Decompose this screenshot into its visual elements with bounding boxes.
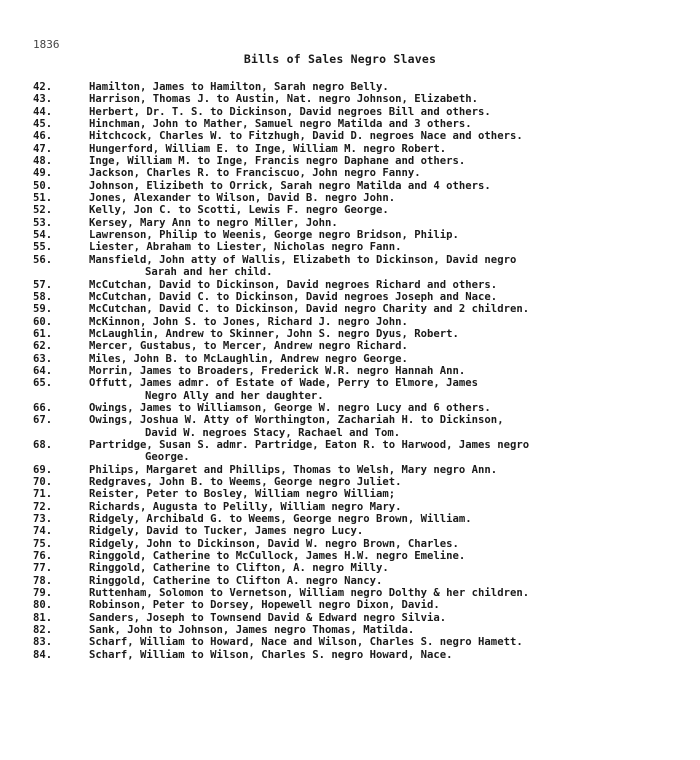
entry-number: 70. [33,476,53,488]
entry-line: McKinnon, John S. to Jones, Richard J. negro John. [89,315,408,328]
list-item [33,229,693,241]
entry-number: 77. [33,562,53,575]
entry-line: Lawrenson, Philip to Weenis, George negro Bridson, Philip. [89,229,459,242]
list-item [33,130,693,142]
list-item [33,328,693,340]
list-item [33,180,693,192]
entry-text [89,575,693,587]
entry-text [89,649,693,661]
entry-number: 79. [33,587,53,600]
entry-number: 81. [33,611,53,624]
entry-text [89,562,693,574]
entry-line: Ringgold, Catherine to Clifton A. negro Nancy. [89,574,383,587]
entry-text [89,155,693,167]
entry-line: Scharf, William to Howard, Nace and Wilson, Charles S. negro Hamett. [89,636,523,649]
entry-line: Hinchman, John to Mather, Samuel negro Matilda and 3 others. [89,118,472,131]
entry-line: Ringgold, Catherine to McCullock, James H.W. negro Emeline. [89,550,466,563]
entry-number: 60. [33,315,53,328]
list-item [33,538,693,550]
entry-line: Reister, Peter to Bosley, William negro William; [89,488,396,501]
entry-number: 74. [33,525,53,538]
entry-line: McCutchan, David C. to Dickinson, David negro Charity and 2 children. [89,303,530,316]
entry-line: Jones, Alexander to Wilson, David B. negro John. [89,192,396,205]
entry-line: Herbert, Dr. T. S. to Dickinson, David negroes Bill and others. [89,105,491,118]
entry-line: Liester, Abraham to Liester, Nicholas negro Fann. [89,241,402,254]
entry-text [89,550,693,562]
list-item [33,612,693,624]
entry-line: Kersey, Mary Ann to negro Miller, John. [89,216,338,229]
entry-line: Ringgold, Catherine to Clifton, A. negro Milly. [89,562,389,575]
entry-line: Morrin, James to Broaders, Frederick W.R. negro Hannah Ann. [89,364,466,377]
entry-number: 73. [33,513,53,526]
entry-text [89,538,693,550]
entry-number: 84. [33,648,53,661]
entry-line: Owings, Joshua W. Atty of Worthington, Zachariah H. to Dickinson, [89,414,504,427]
entry-text [89,291,693,303]
entry-text [89,118,693,130]
entry-number: 57. [33,278,53,291]
entry-line: Sank, John to Johnson, James negro Thomas, Matilda. [89,624,415,637]
entry-text [89,328,693,340]
entry-number: 66. [33,401,53,414]
entry-number: 59. [33,303,53,316]
list-item [33,106,693,118]
entry-number: 42. [33,81,53,93]
entry-line: Ridgely, John to Dickinson, David W. negro Brown, Charles. [89,537,459,550]
entry-number: 80. [33,599,53,612]
entry-number: 48. [33,155,53,168]
entry-list [33,81,693,661]
entry-number: 52. [33,204,53,217]
entry-text [89,636,693,648]
list-item [33,192,693,204]
list-item [33,93,693,105]
entry-line: Ridgely, Archibald G. to Weems, George negro Brown, William. [89,513,472,526]
entry-text [89,501,693,513]
entry-text [89,353,693,365]
list-item [33,513,693,525]
entry-continuation-line: Sarah and her child. [145,266,273,279]
entry-line: Robinson, Peter to Dorsey, Hopewell negro Dixon, David. [89,599,440,612]
list-item [33,599,693,611]
entry-text [89,229,693,241]
entry-text [89,204,693,216]
list-item [33,303,693,315]
entry-number: 78. [33,574,53,587]
list-item [33,167,693,179]
entry-number: 62. [33,340,53,353]
list-item [33,488,693,500]
entry-number: 64. [33,364,53,377]
list-item [33,377,693,402]
entry-number: 55. [33,241,53,254]
entry-number: 68. [33,438,53,451]
entry-number: 47. [33,142,53,155]
entry-number: 71. [33,488,53,501]
entry-text [89,365,693,377]
entry-line: Johnson, Elizibeth to Orrick, Sarah negro Matilda and 4 others. [89,179,491,192]
list-item [33,414,693,439]
entry-text [89,377,693,402]
entry-number: 54. [33,229,53,242]
entry-line: Partridge, Susan S. admr. Partridge, Eaton R. to Harwood, James negro [89,438,530,451]
list-item [33,525,693,537]
list-item [33,340,693,352]
entry-number: 69. [33,463,53,476]
list-item [33,476,693,488]
entry-text [89,167,693,179]
entry-text [89,340,693,352]
list-item [33,501,693,513]
entry-number: 46. [33,130,53,143]
entry-number: 76. [33,550,53,563]
entry-number: 63. [33,352,53,365]
entry-line: McLaughlin, Andrew to Skinner, John S. negro Dyus, Robert. [89,327,459,340]
entry-line: Jackson, Charles R. to Franciscuo, John negro Fanny. [89,167,421,180]
entry-number: 51. [33,192,53,205]
entry-text [89,217,693,229]
list-item [33,587,693,599]
entry-line: Miles, John B. to McLaughlin, Andrew negro George. [89,352,408,365]
entry-line: Offutt, James admr. of Estate of Wade, Perry to Elmore, James [89,377,479,390]
entry-line: Sanders, Joseph to Townsend David & Edward negro Silvia. [89,611,447,624]
entry-text [89,279,693,291]
entry-line: Hungerford, William E. to Inge, William M. negro Robert. [89,142,447,155]
entry-text [89,599,693,611]
entry-text [89,402,693,414]
list-item [33,204,693,216]
document-title: Bills of Sales Negro Slaves [243,52,437,66]
list-item [33,353,693,365]
entry-line: Owings, James to Williamson, George W. negro Lucy and 6 others. [89,401,491,414]
list-item [33,316,693,328]
entry-line: Hamilton, James to Hamilton, Sarah negro Belly. [89,81,389,93]
list-item [33,155,693,167]
entry-number: 56. [33,253,53,266]
entry-number: 75. [33,537,53,550]
entry-number: 82. [33,624,53,637]
list-item [33,562,693,574]
entry-number: 50. [33,179,53,192]
entry-continuation-line: George. [145,451,190,464]
entry-text [89,241,693,253]
entry-text [89,587,693,599]
entry-text [89,513,693,525]
entry-number: 58. [33,290,53,303]
entry-line: Ridgely, David to Tucker, James negro Lucy. [89,525,364,538]
list-item [33,575,693,587]
entry-text [89,143,693,155]
entry-text [89,192,693,204]
entry-number: 53. [33,216,53,229]
entry-text [89,316,693,328]
entry-line: Scharf, William to Wilson, Charles S. negro Howard, Nace. [89,648,453,661]
entry-text [89,612,693,624]
entry-text [89,476,693,488]
entry-text [89,93,693,105]
list-item [33,143,693,155]
entry-number: 67. [33,414,53,427]
entry-continuation-line: Negro Ally and her daughter. [145,389,324,402]
list-item [33,81,693,93]
list-item [33,439,693,464]
entry-line: Redgraves, John B. to Weems, George negro Juliet. [89,476,402,488]
entry-number: 83. [33,636,53,649]
list-item [33,464,693,476]
entry-number: 45. [33,118,53,131]
entry-line: Philips, Margaret and Phillips, Thomas to Welsh, Mary negro Ann. [89,463,498,476]
entry-continuation-line: David W. negroes Stacy, Rachael and Tom. [145,426,401,439]
list-item [33,279,693,291]
entry-text [89,488,693,500]
page-number: 1836 [33,38,60,51]
entry-number: 43. [33,93,53,106]
entry-number: 44. [33,105,53,118]
entry-line: Mercer, Gustabus, to Mercer, Andrew negro Richard. [89,340,408,353]
list-item [33,118,693,130]
entry-text [89,414,693,439]
list-item [33,624,693,636]
entry-text [89,624,693,636]
list-item [33,241,693,253]
list-item [33,550,693,562]
list-item [33,217,693,229]
entry-number: 72. [33,500,53,513]
entry-line: Mansfield, John atty of Wallis, Elizabeth to Dickinson, David negro [89,253,517,266]
entry-number: 49. [33,167,53,180]
entry-line: Ruttenham, Solomon to Vernetson, William negro Dolthy & her children. [89,587,530,600]
entry-text [89,439,693,464]
entry-line: McCutchan, David to Dickinson, David negroes Richard and others. [89,278,498,291]
entry-line: Hitchcock, Charles W. to Fitzhugh, David D. negroes Nace and others. [89,130,523,143]
entry-text [89,254,693,279]
entry-text [89,303,693,315]
entry-line: Inge, William M. to Inge, Francis negro Daphane and others. [89,155,466,168]
list-item [33,365,693,377]
list-item [33,636,693,648]
entry-text [89,525,693,537]
list-item [33,649,693,661]
list-item [33,254,693,279]
entry-text [89,464,693,476]
entry-line: Harrison, Thomas J. to Austin, Nat. negro Johnson, Elizabeth. [89,93,479,106]
entry-number: 65. [33,377,53,390]
entry-line: Kelly, Jon C. to Scotti, Lewis F. negro George. [89,204,389,217]
list-item [33,291,693,303]
entry-text [89,180,693,192]
entry-text [89,106,693,118]
list-item [33,402,693,414]
entry-line: Richards, Augusta to Pelilly, William negro Mary. [89,500,402,513]
entry-text [89,81,693,93]
entry-number: 61. [33,327,53,340]
entry-text [89,130,693,142]
entry-line: McCutchan, David C. to Dickinson, David negroes Joseph and Nace. [89,290,498,303]
